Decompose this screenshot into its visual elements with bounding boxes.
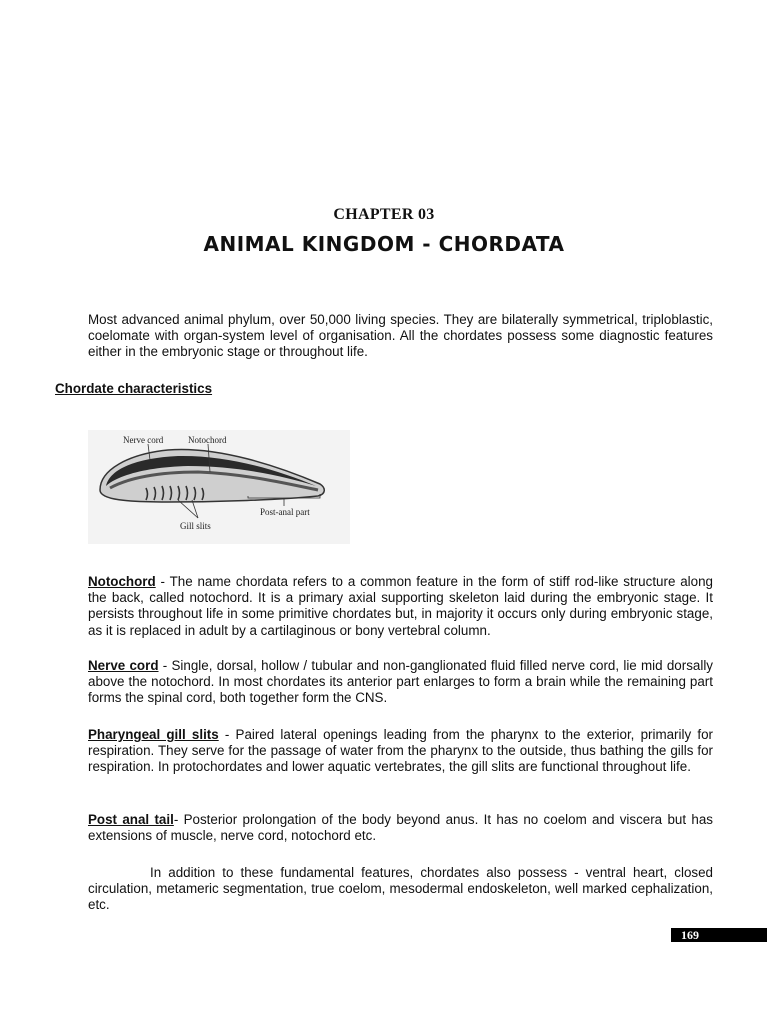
- label-nerve-cord: Nerve cord: [123, 435, 164, 445]
- feature-text: - Posterior prolongation of the body beyond anus. It has no coelom and viscera but has extensions of muscle, nerve cord, notochord etc.: [88, 812, 713, 844]
- feature-term: Post anal tail: [88, 812, 174, 827]
- feature-nerve-cord: [88, 658, 713, 707]
- label-notochord: Notochord: [188, 435, 227, 445]
- page-number: 169: [671, 928, 767, 942]
- feature-text: - Paired lateral openings leading from the pharynx to the exterior, primarily for respiration. They serve for the passage of water from the pharynx to the outside, thus bathing the gills for respiration. In protochordates and lower aquatic vertebrates, the gill slits are functional throughout life.: [88, 727, 713, 775]
- chordate-diagram: [88, 430, 350, 544]
- page-title: ANIMAL KINGDOM - CHORDATA: [203, 232, 565, 256]
- label-post-anal: Post-anal part: [260, 507, 310, 517]
- chordate-diagram-svg: [88, 430, 350, 544]
- section-heading: Chordate characteristics: [55, 381, 213, 396]
- chapter-label: CHAPTER 03: [333, 206, 435, 223]
- feature-term: Pharyngeal gill slits: [88, 727, 219, 742]
- feature-text: - Single, dorsal, hollow / tubular and non-ganglionated fluid filled nerve cord, lie mid dorsally above the notochord. In most chordates its anterior part enlarges to form a brain while the remaining part forms the spinal cord, both together form the CNS.: [88, 658, 713, 706]
- feature-post-anal-tail: [88, 812, 713, 844]
- feature-gill-slits: [88, 727, 713, 776]
- closing-text: In addition to these fundamental features, chordates also possess - ventral heart, closed circulation, metameric segmentation, true coelom, mesodermal endoskeleton, well marked cephalization, etc.: [88, 865, 713, 913]
- feature-term: Nerve cord: [88, 658, 159, 673]
- feature-text: - The name chordata refers to a common feature in the form of stiff rod-like structure along the back, called notochord. It is a primary axial supporting skeleton laid during the embryonic stage. It persists throughout life in some primitive chordates but, in majority it occurs only during embryonic stage, as it is replaced in adult by a cartilaginous or bony vertebral column.: [88, 574, 713, 638]
- feature-term: Notochord: [88, 574, 156, 589]
- feature-notochord: [88, 574, 713, 639]
- closing-paragraph: [88, 865, 713, 914]
- intro-paragraph: Most advanced animal phylum, over 50,000 living species. They are bilaterally symmetrical, triploblastic, coelomate with organ-system level of organisation. All the chordates possess some diagnostic features either in the embryonic stage or throughout life.: [88, 312, 713, 360]
- label-gill-slits: Gill slits: [180, 521, 211, 531]
